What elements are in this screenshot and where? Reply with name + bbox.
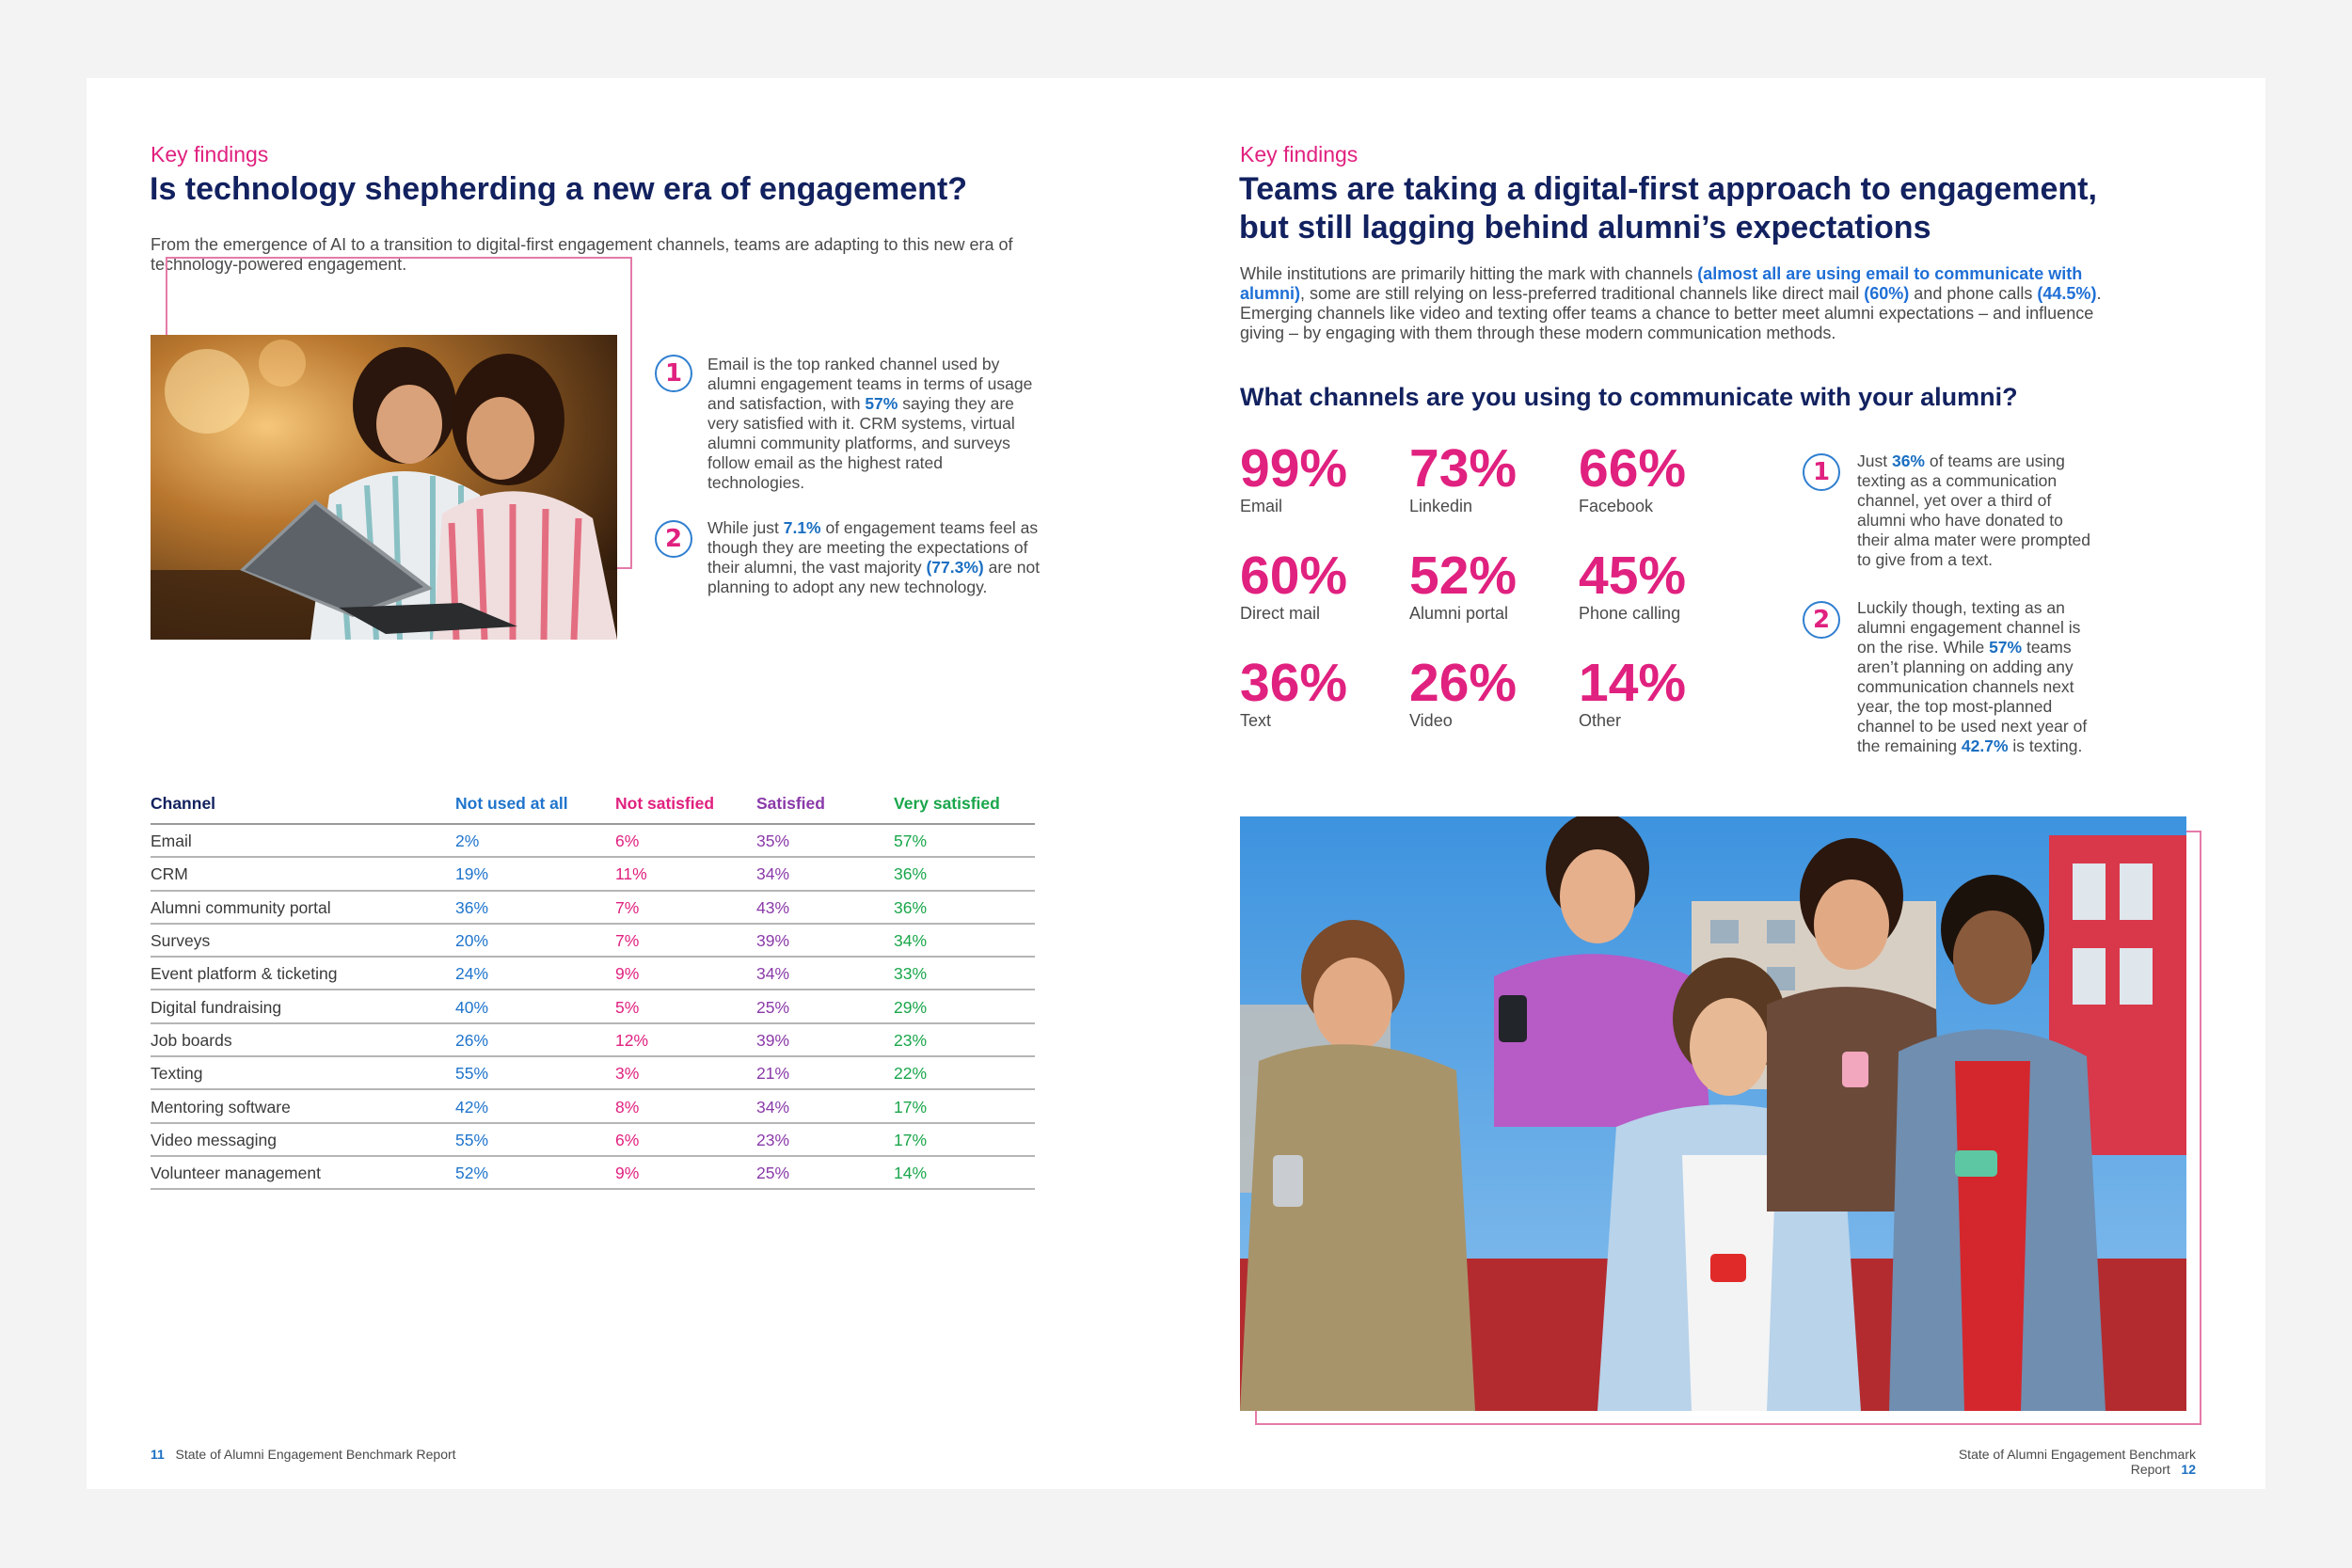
table-cell-value: 36% <box>455 891 615 924</box>
table-cell-value: 17% <box>894 1089 1035 1122</box>
table-cell-value: 26% <box>455 1023 615 1056</box>
right-page-number: 12 <box>2181 1462 2196 1477</box>
right-footer <box>1893 1447 2196 1477</box>
report-spread <box>87 78 2265 1489</box>
channel-satisfaction-table <box>151 791 1035 1190</box>
left-footer-text: State of Alumni Engagement Benchmark Report <box>175 1447 456 1462</box>
table-cell-value: 24% <box>455 957 615 990</box>
table-row <box>151 957 1035 990</box>
right-footer-text: State of Alumni Engagement Benchmark Report <box>1958 1447 2196 1477</box>
table-cell-value: 35% <box>756 824 894 857</box>
table-cell-value: 36% <box>894 891 1035 924</box>
table-cell-channel: CRM <box>151 857 455 890</box>
stat-value: 14% <box>1579 653 1687 713</box>
header-not-used: Not used at all <box>455 791 615 824</box>
left-kicker: Key findings <box>151 142 269 166</box>
stat-value: 52% <box>1409 546 1518 606</box>
photo-women-laptop <box>151 335 617 640</box>
table-cell-value: 33% <box>894 957 1035 990</box>
stat-label: Facebook <box>1579 497 1654 515</box>
table-cell-channel: Surveys <box>151 924 455 957</box>
stat-item <box>1240 440 1347 515</box>
table-cell-value: 52% <box>455 1156 615 1189</box>
table-cell-value: 25% <box>756 990 894 1022</box>
table-cell-value: 6% <box>615 1123 756 1156</box>
table-cell-channel: Mentoring software <box>151 1089 455 1122</box>
left-finding-1-text: Email is the top ranked channel used by alumni engagement teams in terms of usage and satisfaction, with 57% saying they are very satisfied with it. CRM systems, virtual alumni community platforms, and surveys follow email as the highest rated technologies. <box>707 355 1033 492</box>
table-cell-value: 6% <box>615 824 756 857</box>
left-page-title: Is technology shepherding a new era of engagement? <box>150 171 968 207</box>
stat-item <box>1409 547 1517 623</box>
table-cell-value: 23% <box>756 1123 894 1156</box>
table-cell-value: 8% <box>615 1089 756 1122</box>
left-footer <box>151 1447 456 1462</box>
photo-women-laptop-illustration <box>151 335 617 640</box>
table-row <box>151 857 1035 890</box>
table-cell-value: 22% <box>894 1056 1035 1089</box>
stat-label: Video <box>1409 711 1453 730</box>
stat-value: 99% <box>1240 438 1348 499</box>
stat-value: 45% <box>1579 546 1687 606</box>
stat-label: Direct mail <box>1240 604 1321 623</box>
table-cell-value: 57% <box>894 824 1035 857</box>
table-cell-value: 34% <box>756 857 894 890</box>
finding-2-badge: 2 <box>655 520 692 558</box>
stat-item <box>1240 547 1347 623</box>
table-cell-value: 39% <box>756 924 894 957</box>
stat-item <box>1240 655 1347 730</box>
table-row <box>151 1089 1035 1122</box>
table-row <box>151 1023 1035 1056</box>
table-cell-value: 34% <box>756 1089 894 1122</box>
right-finding-1-badge: 1 <box>1803 453 1840 491</box>
table-row <box>151 824 1035 857</box>
channel-stats-grid <box>1240 440 1767 741</box>
table-cell-value: 7% <box>615 924 756 957</box>
stat-item <box>1409 655 1517 730</box>
stat-label: Other <box>1579 711 1622 730</box>
table-cell-value: 55% <box>455 1056 615 1089</box>
table-row <box>151 1056 1035 1089</box>
table-cell-channel: Texting <box>151 1056 455 1089</box>
table-cell-value: 34% <box>756 957 894 990</box>
table-cell-value: 9% <box>615 1156 756 1189</box>
right-intro: While institutions are primarily hitting the mark with channels (almost all are using email to communicate with alumni), some are still relying on less-preferred traditional channels like direct mail (60%) and phone calls (44.5%). Emerging channels like video and texting offer teams a chance to better meet alumni expectations – and influence giving – by engaging with them through these modern communication methods. <box>1240 264 2102 342</box>
photo-students-phones <box>1240 816 2186 1411</box>
table-cell-channel: Job boards <box>151 1023 455 1056</box>
table-cell-channel: Video messaging <box>151 1123 455 1156</box>
table-cell-value: 40% <box>455 990 615 1022</box>
table-cell-value: 43% <box>756 891 894 924</box>
table-cell-value: 34% <box>894 924 1035 957</box>
table-cell-value: 7% <box>615 891 756 924</box>
table-cell-value: 20% <box>455 924 615 957</box>
stat-label: Linkedin <box>1409 497 1473 515</box>
table-cell-value: 12% <box>615 1023 756 1056</box>
table-cell-value: 19% <box>455 857 615 890</box>
stat-value: 73% <box>1409 438 1518 499</box>
stat-label: Phone calling <box>1579 604 1681 623</box>
table-header-row <box>151 791 1035 824</box>
table-cell-channel: Volunteer management <box>151 1156 455 1189</box>
table-cell-value: 21% <box>756 1056 894 1089</box>
table-cell-value: 5% <box>615 990 756 1022</box>
right-page-title: Teams are taking a digital-first approach to engagement, but still lagging behind alumni’s expectations <box>1239 171 2097 245</box>
stat-label: Text <box>1240 711 1272 730</box>
stat-label: Alumni portal <box>1409 604 1509 623</box>
right-kicker: Key findings <box>1240 142 1359 166</box>
right-finding-1-text: Just 36% of teams are using texting as a communication channel, yet over a third of alumni who have donated to their alma mater were prompted to give from a text. <box>1857 451 2091 569</box>
stat-item <box>1579 655 1686 730</box>
stat-value: 60% <box>1240 546 1348 606</box>
table-cell-value: 36% <box>894 857 1035 890</box>
right-finding-2-text: Luckily though, texting as an alumni engagement channel is on the rise. While 57% teams aren’t planning on adding any communication channels next year, the top most-planned channel to be used next year of the remaining 42.7% is texting. <box>1857 598 2088 755</box>
channels-question: What channels are you using to communicate with your alumni? <box>1240 383 2018 411</box>
table-row <box>151 990 1035 1022</box>
stat-item <box>1579 440 1686 515</box>
header-satisfied: Satisfied <box>756 791 894 824</box>
table-row <box>151 891 1035 924</box>
right-finding-2-badge: 2 <box>1803 601 1840 639</box>
stat-value: 66% <box>1579 438 1687 499</box>
stat-value: 36% <box>1240 653 1348 713</box>
table-cell-value: 17% <box>894 1123 1035 1156</box>
table-row <box>151 1123 1035 1156</box>
table-cell-channel: Alumni community portal <box>151 891 455 924</box>
table-cell-value: 14% <box>894 1156 1035 1189</box>
table-cell-value: 25% <box>756 1156 894 1189</box>
left-page-number: 11 <box>151 1447 165 1462</box>
table-cell-channel: Event platform & ticketing <box>151 957 455 990</box>
header-not-satisfied: Not satisfied <box>615 791 756 824</box>
photo-students-phones-illustration <box>1240 816 2186 1411</box>
table-cell-value: 11% <box>615 857 756 890</box>
table-cell-value: 9% <box>615 957 756 990</box>
table-cell-value: 3% <box>615 1056 756 1089</box>
stat-item <box>1579 547 1686 623</box>
header-channel: Channel <box>151 791 455 824</box>
table-cell-value: 55% <box>455 1123 615 1156</box>
table-cell-channel: Email <box>151 824 455 857</box>
left-intro: From the emergence of AI to a transition to digital-first engagement channels, teams are adapting to this new era of technology-powered engagement. <box>151 235 1013 274</box>
finding-1-badge: 1 <box>655 355 692 392</box>
stat-value: 26% <box>1409 653 1518 713</box>
table-row <box>151 1156 1035 1189</box>
table-cell-value: 29% <box>894 990 1035 1022</box>
header-very-satisfied: Very satisfied <box>894 791 1035 824</box>
stat-label: Email <box>1240 497 1283 515</box>
table-cell-value: 39% <box>756 1023 894 1056</box>
stat-item <box>1409 440 1517 515</box>
table-cell-value: 2% <box>455 824 615 857</box>
table-cell-value: 42% <box>455 1089 615 1122</box>
table-cell-value: 23% <box>894 1023 1035 1056</box>
left-finding-2-text: While just 7.1% of engagement teams feel as though they are meeting the expectations of their alumni, the vast majority (77.3%) are not planning to adopt any new technology. <box>707 518 1041 596</box>
table-cell-channel: Digital fundraising <box>151 990 455 1022</box>
table-row <box>151 924 1035 957</box>
